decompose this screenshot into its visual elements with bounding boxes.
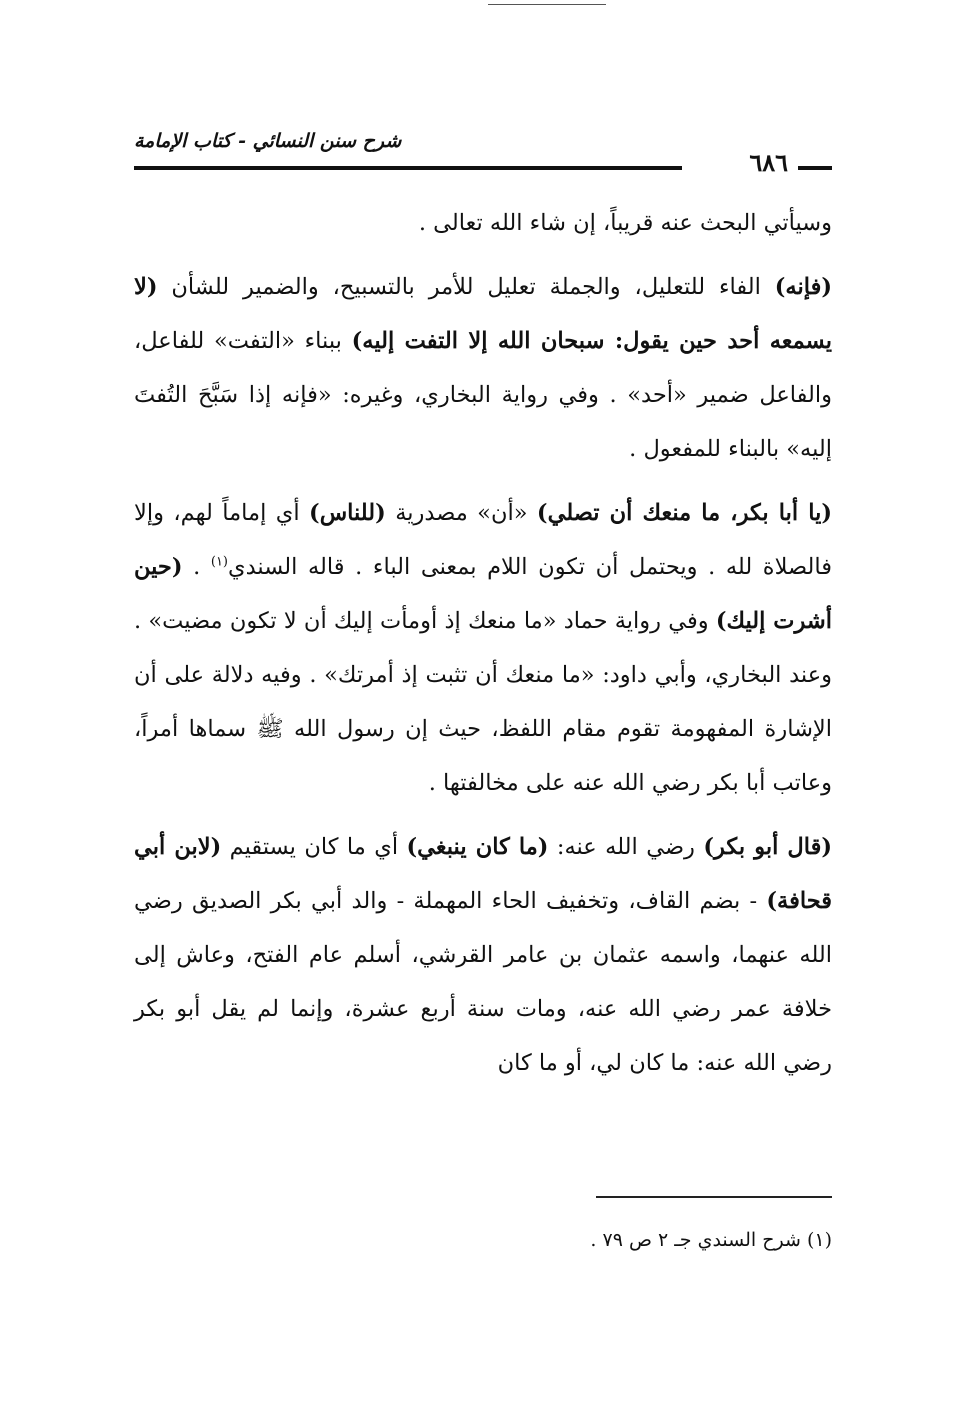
footnote-separator <box>596 1196 832 1198</box>
page-number-dash <box>798 166 832 170</box>
footnote-text: شرح السندي جـ ٢ ص ٧٩ . <box>590 1229 801 1251</box>
bold-quote: (فإنه) <box>774 274 832 300</box>
bold-quote: (ما كان ينبغي) <box>406 834 549 860</box>
bold-quote: (حين أشرت إليك) <box>134 554 832 634</box>
footnote <box>432 1224 832 1256</box>
paragraph <box>134 820 832 1090</box>
running-header <box>134 128 832 184</box>
top-edge-rule <box>488 4 606 5</box>
paragraph <box>134 486 832 810</box>
text-run: وفي رواية حماد «ما منعك إذ أومأت إليك أن لا تكون مضيت» . وعند البخاري، وأبي داود: «ما منعك أن تثبت إذ أمرتك» . وفيه دلالة على أن الإشارة المفهومة تقوم مقام اللفظ، حيث إن رسول الله ﷺ سماها أمراً، وعاتب أبا بكر رضي الله عنه على مخالفتها . <box>134 608 832 796</box>
body-text <box>134 196 832 1090</box>
bold-quote: (قال أبو بكر) <box>703 834 833 860</box>
book-title: شرح سنن النسائي - كتاب الإمامة <box>134 130 402 152</box>
footnote-reference: (١) <box>210 554 228 570</box>
text-run: رضي الله عنه: <box>548 834 704 860</box>
footnote-marker: (١) <box>806 1229 832 1251</box>
text-run: «أن» مصدرية <box>385 500 537 526</box>
paragraph <box>134 260 832 476</box>
text-run: الفاء للتعليل، والجملة تعليل للأمر بالتسبيح، والضمير للشأن <box>157 274 775 300</box>
bold-quote: (يا أبا بكر، ما منعك أن تصلي) <box>536 500 833 526</box>
text-run: وسيأتي البحث عنه قريباً، إن شاء الله تعالى . <box>418 210 832 236</box>
text-run: ببناء «التفت» للفاعل، والفاعل ضمير «أحد» . وفي رواية البخاري، وغيره: «فإنه إذا سَبَّحَ التُفتَ إليه» بالبناء للمفعول . <box>134 328 832 462</box>
text-run: أي إماماً لهم، وإلا فالصلاة لله . ويحتمل أن تكون اللام بمعنى الباء . قاله السندي <box>134 500 832 580</box>
bold-quote: (لا يسمعه أحد حين يقول: سبحان الله إلا التفت إليه) <box>134 274 832 354</box>
text-run: أي ما كان يستقيم <box>221 834 407 860</box>
header-rule <box>134 166 682 170</box>
bold-quote: (لابن أبي قحافة) <box>134 834 832 914</box>
bold-quote: (للناس) <box>309 500 386 526</box>
page-number: ٦٨٦ <box>749 148 788 177</box>
paragraph <box>134 196 832 250</box>
text-run: . <box>182 554 211 580</box>
text-run: - بضم القاف، وتخفيف الحاء المهملة - والد أبي بكر الصديق رضي الله عنهما، واسمه عثمان بن عامر القرشي، أسلم عام الفتح، وعاش إلى خلافة عمر رضي الله عنه، ومات سنة أربع عشرة، وإنما لم يقل أبو بكر رضي الله عنه: ما كان لي، أو ما كان <box>134 888 832 1076</box>
